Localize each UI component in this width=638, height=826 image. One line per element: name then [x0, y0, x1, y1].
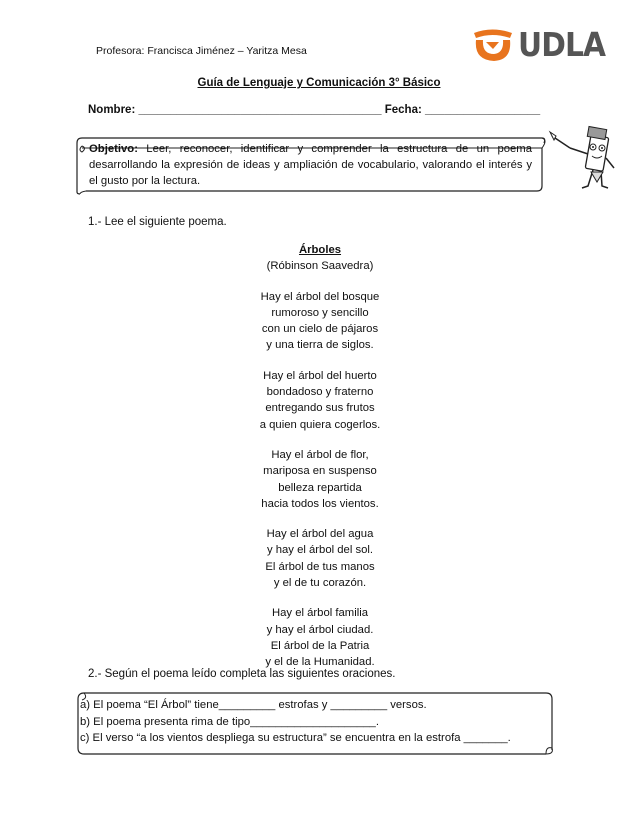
- poem-verse: a quien quiera cogerlos.: [259, 418, 381, 431]
- objective-body: Leer, reconocer, identificar y comprender la estructura de un poema desarrollando la expresión de ideas y ampliación de vocabulario, valorando el interés y el gusto por la lectura.: [89, 143, 532, 187]
- poem-verse: El árbol de la Patria: [270, 639, 370, 652]
- poem-stanza: [180, 447, 460, 512]
- poem-stanza: [180, 368, 460, 433]
- student-info-line: [88, 104, 540, 116]
- poem-author: (Róbinson Saavedra): [266, 260, 374, 273]
- poem-verse: con un cielo de pájaros: [261, 323, 379, 336]
- name-blank[interactable]: ______________________________________: [138, 104, 382, 116]
- poem-stanza: [180, 526, 460, 591]
- document-title: [0, 77, 638, 89]
- poem-verse: y hay el árbol ciudad.: [266, 623, 374, 636]
- poem-verse: Hay el árbol del huerto: [263, 369, 377, 382]
- poem-verse: entregando sus frutos: [265, 402, 375, 415]
- answer-item-b[interactable]: b) El poema presenta rima de tipo____________________.: [80, 715, 379, 728]
- date-label: Fecha:: [384, 104, 422, 116]
- pencil-mascot-icon: [548, 114, 618, 199]
- poem-title: Árboles: [298, 244, 342, 256]
- poem-verse: mariposa en suspenso: [263, 465, 377, 478]
- poem-stanza: [180, 605, 460, 670]
- poem-verse: El árbol de tus manos: [265, 560, 375, 573]
- poem-verse: y una tierra de siglos.: [266, 339, 374, 352]
- poem-verse: hacia todos los vientos.: [261, 497, 379, 510]
- poem-verse: belleza repartida: [278, 481, 362, 494]
- teacher-names: Profesora: Francisca Jiménez – Yaritza Mesa: [96, 45, 307, 57]
- date-blank[interactable]: __________________: [425, 104, 541, 116]
- poem-verse: y el de tu corazón.: [273, 577, 367, 590]
- udla-logo: [470, 24, 615, 64]
- question-1: 1.- Lee el siguiente poema.: [88, 216, 227, 228]
- objective-text: [89, 141, 532, 189]
- objective-label: Objetivo:: [89, 143, 138, 155]
- poem-verse: Hay el árbol familia: [271, 607, 369, 620]
- answers-list: [80, 697, 511, 747]
- poem-verse: Hay el árbol del agua: [266, 528, 374, 541]
- question-2: 2.- Según el poema leído completa las siguientes oraciones.: [88, 668, 396, 680]
- answer-item-a[interactable]: a) El poema “El Árbol” tiene_________ estrofas y _________ versos.: [80, 699, 427, 711]
- logo-mark-icon: [470, 24, 516, 64]
- name-label: Nombre:: [88, 104, 136, 116]
- poem-verse: Hay el árbol del bosque: [260, 290, 380, 303]
- poem-stanza: [180, 289, 460, 354]
- poem: [180, 242, 460, 671]
- poem-verse: y el de la Humanidad.: [265, 656, 375, 669]
- logo-text: UDLA: [518, 24, 606, 64]
- title-text: Guía de Lenguaje y Comunicación 3° Básico: [197, 77, 441, 89]
- poem-verse: bondadoso y fraterno: [266, 386, 374, 399]
- poem-verse: y hay el árbol del sol.: [266, 544, 374, 557]
- poem-verse: Hay el árbol de flor,: [271, 448, 369, 461]
- answer-item-c[interactable]: c) El verso “a los vientos despliega su estructura” se encuentra en la estrofa _______.: [80, 732, 511, 744]
- poem-verse: rumoroso y sencillo: [271, 306, 369, 319]
